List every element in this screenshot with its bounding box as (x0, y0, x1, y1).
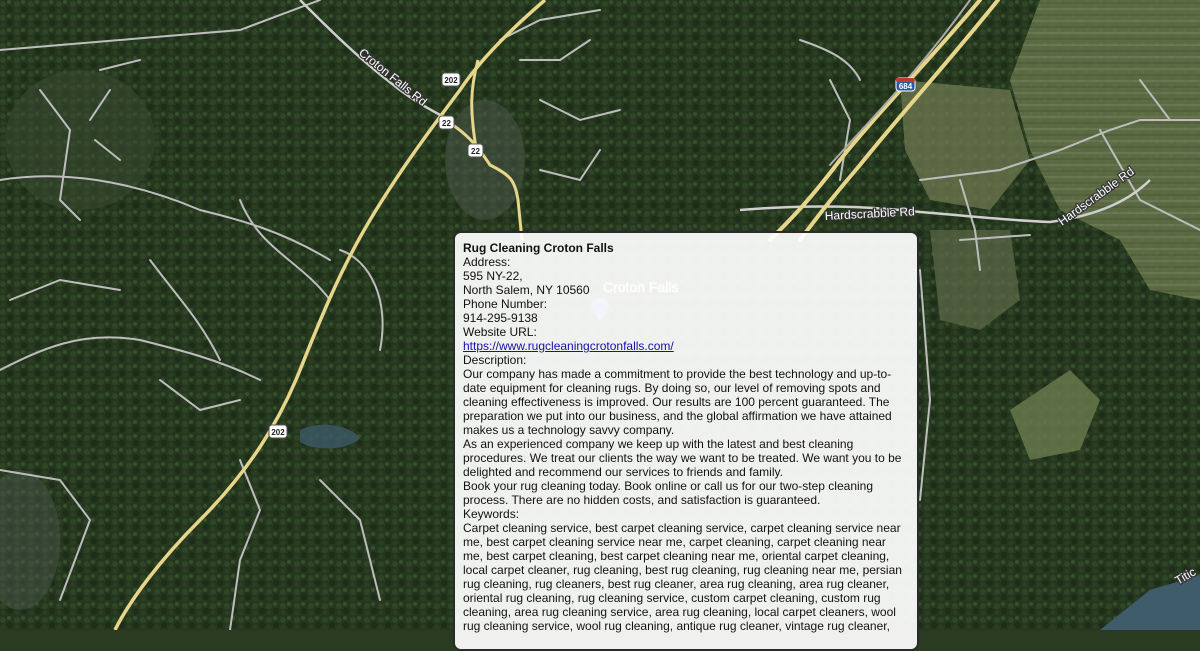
website-label: Website URL: (463, 325, 537, 339)
address-label: Address: (463, 255, 511, 269)
hardscrabble-rd-label: Hardscrabble Rd (1055, 164, 1137, 229)
svg-text:22: 22 (471, 147, 480, 156)
svg-text:202: 202 (271, 428, 285, 437)
business-title: Rug Cleaning Croton Falls (463, 241, 614, 255)
address-line-2: North Salem, NY 10560 (463, 283, 590, 297)
titicus-road-label: Titic (1172, 564, 1199, 588)
svg-text:202: 202 (444, 76, 458, 85)
us202-shield (269, 425, 287, 438)
phone-label: Phone Number: (463, 297, 548, 311)
description-paragraph-3: Book your rug cleaning today. Book online or call us for our two-step cleaning process. There are no hidden costs, and satisfaction is guaranteed. (463, 479, 874, 507)
hardscrabble-rd-label: Hardscrabble Rd (824, 204, 916, 223)
description-label: Description: (463, 353, 527, 367)
residential-area (5, 70, 155, 210)
i684-shield (896, 78, 915, 91)
keywords-text: Carpet cleaning service, best carpet cleaning service, carpet cleaning service near me, best carpet cleaning service near me, carpet cleaning, carpet cleaning near me, best carpet cleaning, best carpet cleaning near me, oriental carpet cleaning, local carpet cleaner, rug cleaning, best rug cleaning, rug cleaning near me, persian rug cleaning, rug cleaners, best rug cleaner, area rug cleaning, area rug cleaner, oriental rug cleaning, rug cleaning service, custom carpet cleaning, custom rug cleaning, area rug cleaning service, area rug cleaning, local carpet cleaners, wool rug cleaning service, wool rug cleaning, antique rug cleaner, vintage rug cleaner, (463, 521, 902, 633)
business-info-card (453, 231, 919, 651)
us202-shield (442, 73, 460, 86)
description-paragraph-1: Our company has made a commitment to provide the best technology and up-to-date equipment for cleaning rugs. By doing so, our level of removing spots and cleaning effectiveness is improved. Our results are 100 percent guaranteed. The preparation we put into our business, and the global affirmation we have attained makes us a technology savvy company. (463, 367, 892, 437)
svg-text:22: 22 (442, 119, 451, 128)
ny22-shield (468, 144, 483, 157)
website-link[interactable]: https://www.rugcleaningcrotonfalls.com/ (463, 339, 674, 353)
croton-falls-rd-label: Croton Falls Rd (356, 45, 430, 109)
address-line-1: 595 NY-22, (463, 269, 523, 283)
ny22-shield (439, 116, 454, 129)
phone-number: 914-295-9138 (463, 311, 538, 325)
svg-text:684: 684 (898, 82, 913, 91)
keywords-label: Keywords: (463, 507, 520, 521)
description-paragraph-2: As an experienced company we keep up with the latest and best cleaning procedures. We treat our clients the way we want to be treated. We want you to be delighted and recommend our services to friends and family. (463, 437, 902, 479)
